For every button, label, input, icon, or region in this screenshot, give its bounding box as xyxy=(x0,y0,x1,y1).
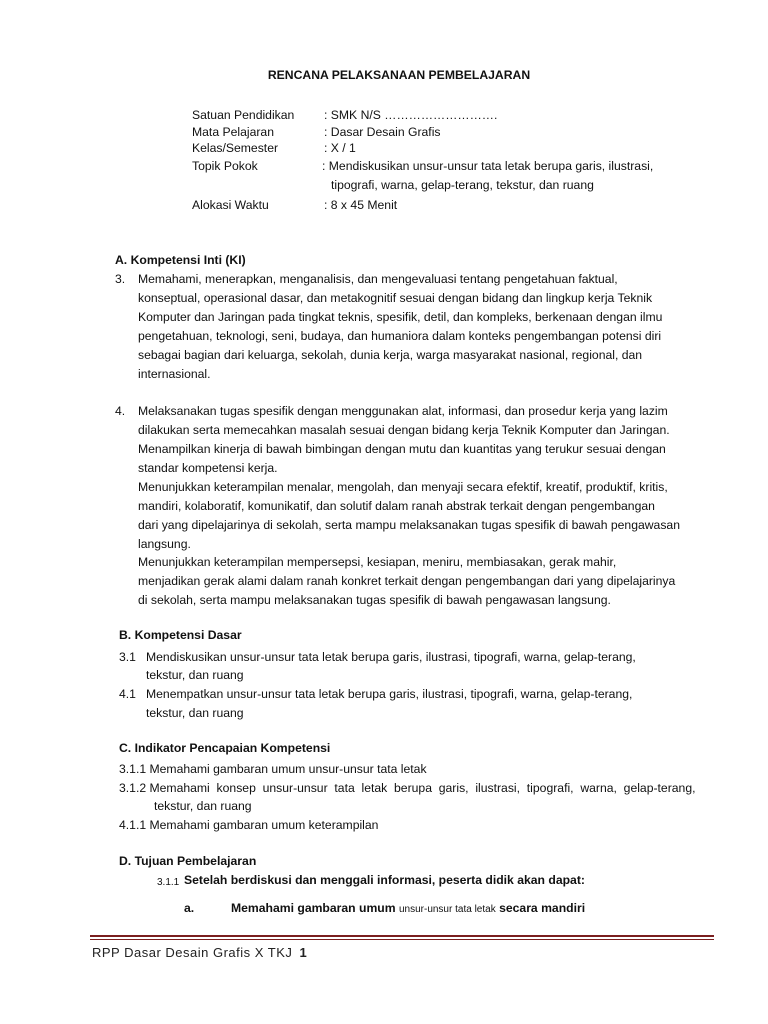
identity-label: Kelas/Semester xyxy=(192,141,279,155)
ki4-line: langsung. xyxy=(138,537,191,551)
ki4-line: dilakukan serta memecahkan masalah sesuai dengan bidang kerja Teknik Komputer dan Jaringan. xyxy=(138,423,670,437)
section-c-heading: C. Indikator Pencapaian Kompetensi xyxy=(119,741,331,755)
ki4-number: 4. xyxy=(115,404,126,418)
section-b-heading: B. Kompetensi Dasar xyxy=(119,628,242,642)
objective-item-part: Memahami gambaran umum xyxy=(231,901,396,915)
footer-text: RPP Dasar Desain Grafis X TKJ xyxy=(92,945,293,960)
page-number: 1 xyxy=(299,945,308,960)
document-title: RENCANA PELAKSANAAN PEMBELAJARAN xyxy=(267,68,531,82)
ki4-line: mandiri, kolaboratif, komunikatif, dan solutif dalam ranah abstrak terkait dengan pengembangan xyxy=(138,499,655,513)
objective-letter: a. xyxy=(184,901,195,915)
kd-line: Mendiskusikan unsur-unsur tata letak berupa garis, ilustrasi, tipografi, warna, gelap-terang, xyxy=(146,650,636,664)
identity-value: : 8 x 45 Menit xyxy=(324,198,398,212)
ki3-line: sebagai bagian dari keluarga, sekolah, dunia kerja, warga masyarakat nasional, regional, dan xyxy=(138,348,643,362)
objective-item-part: unsur-unsur tata letak xyxy=(398,904,496,915)
ki4-line: di sekolah, serta mampu melaksanakan tugas spesifik di bawah pengawasan langsung. xyxy=(138,593,611,607)
identity-label: Topik Pokok xyxy=(192,159,258,173)
identity-value: : Mendiskusikan unsur-unsur tata letak berupa garis, ilustrasi, xyxy=(322,159,654,173)
identity-label: Alokasi Waktu xyxy=(192,198,269,212)
objective-item-part: secara mandiri xyxy=(499,901,586,915)
ki4-line: Menunjukkan keterampilan mempersepsi, kesiapan, meniru, membiasakan, gerak mahir, xyxy=(138,555,617,569)
kd-line: Menempatkan unsur-unsur tata letak berupa garis, ilustrasi, tipografi, warna, gelap-terang, xyxy=(146,687,633,701)
kd-line: tekstur, dan ruang xyxy=(146,706,244,720)
section-d-heading: D. Tujuan Pembelajaran xyxy=(119,854,257,868)
indicator-line: 3.1.2 Memahami konsep unsur-unsur tata letak berupa garis, ilustrasi, tipografi, warna, gelap-terang, xyxy=(119,781,696,795)
ki3-line: konseptual, operasional dasar, dan metakognitif sesuai dengan bidang dan lingkup kerja Teknik xyxy=(138,291,653,305)
objective-number: 3.1.1 xyxy=(157,877,180,888)
footer xyxy=(92,945,307,960)
objective-intro: Setelah berdiskusi dan menggali informasi, peserta didik akan dapat: xyxy=(184,873,585,887)
kd-number: 4.1 xyxy=(119,687,136,701)
ki4-line: Melaksanakan tugas spesifik dengan menggunakan alat, informasi, dan prosedur kerja yang lazim xyxy=(138,404,668,418)
identity-label: Mata Pelajaran xyxy=(192,125,274,139)
footer-rule xyxy=(90,935,714,937)
identity-label: Satuan Pendidikan xyxy=(192,108,295,122)
section-a-heading: A. Kompetensi Inti (KI) xyxy=(115,253,246,267)
identity-value-continued: tipografi, warna, gelap-terang, tekstur, dan ruang xyxy=(331,178,594,192)
footer-rule-thin xyxy=(90,939,714,940)
identity-value: : X / 1 xyxy=(324,141,356,155)
ki4-line: dari yang dipelajarinya di sekolah, serta mampu melaksanakan tugas spesifik di bawah pengawasan xyxy=(138,518,680,532)
ki3-number: 3. xyxy=(115,272,126,286)
kd-number: 3.1 xyxy=(119,650,136,664)
ki4-line: standar kompetensi kerja. xyxy=(138,461,278,475)
indicator-line: 4.1.1 Memahami gambaran umum keterampilan xyxy=(119,818,379,832)
objective-item xyxy=(231,899,585,919)
ki3-line: Memahami, menerapkan, menganalisis, dan mengevaluasi tentang pengetahuan faktual, xyxy=(138,272,618,286)
kd-line: tekstur, dan ruang xyxy=(146,668,244,682)
identity-value: : SMK N/S ………………………. xyxy=(324,108,498,122)
indicator-line: 3.1.1 Memahami gambaran umum unsur-unsur tata letak xyxy=(119,762,427,776)
ki4-line: menjadikan gerak alami dalam ranah konkret terkait dengan pengembangan dari yang dipelajarinya xyxy=(138,574,676,588)
ki3-line: pengetahuan, teknologi, seni, budaya, dan humaniora dalam konteks pengembangan potensi diri xyxy=(138,329,662,343)
ki4-line: Menunjukkan keterampilan menalar, mengolah, dan menyaji secara efektif, kreatif, produktif, kritis, xyxy=(138,480,668,494)
identity-value: : Dasar Desain Grafis xyxy=(324,125,441,139)
indicator-line-continued: tekstur, dan ruang xyxy=(154,799,252,813)
ki3-line: Komputer dan Jaringan pada tingkat teknis, spesifik, detil, dan kompleks, berkenaan dengan ilmu xyxy=(138,310,663,324)
ki4-line: Menampilkan kinerja di bawah bimbingan dengan mutu dan kuantitas yang terukur sesuai dengan xyxy=(138,442,666,456)
ki3-line: internasional. xyxy=(138,367,211,381)
